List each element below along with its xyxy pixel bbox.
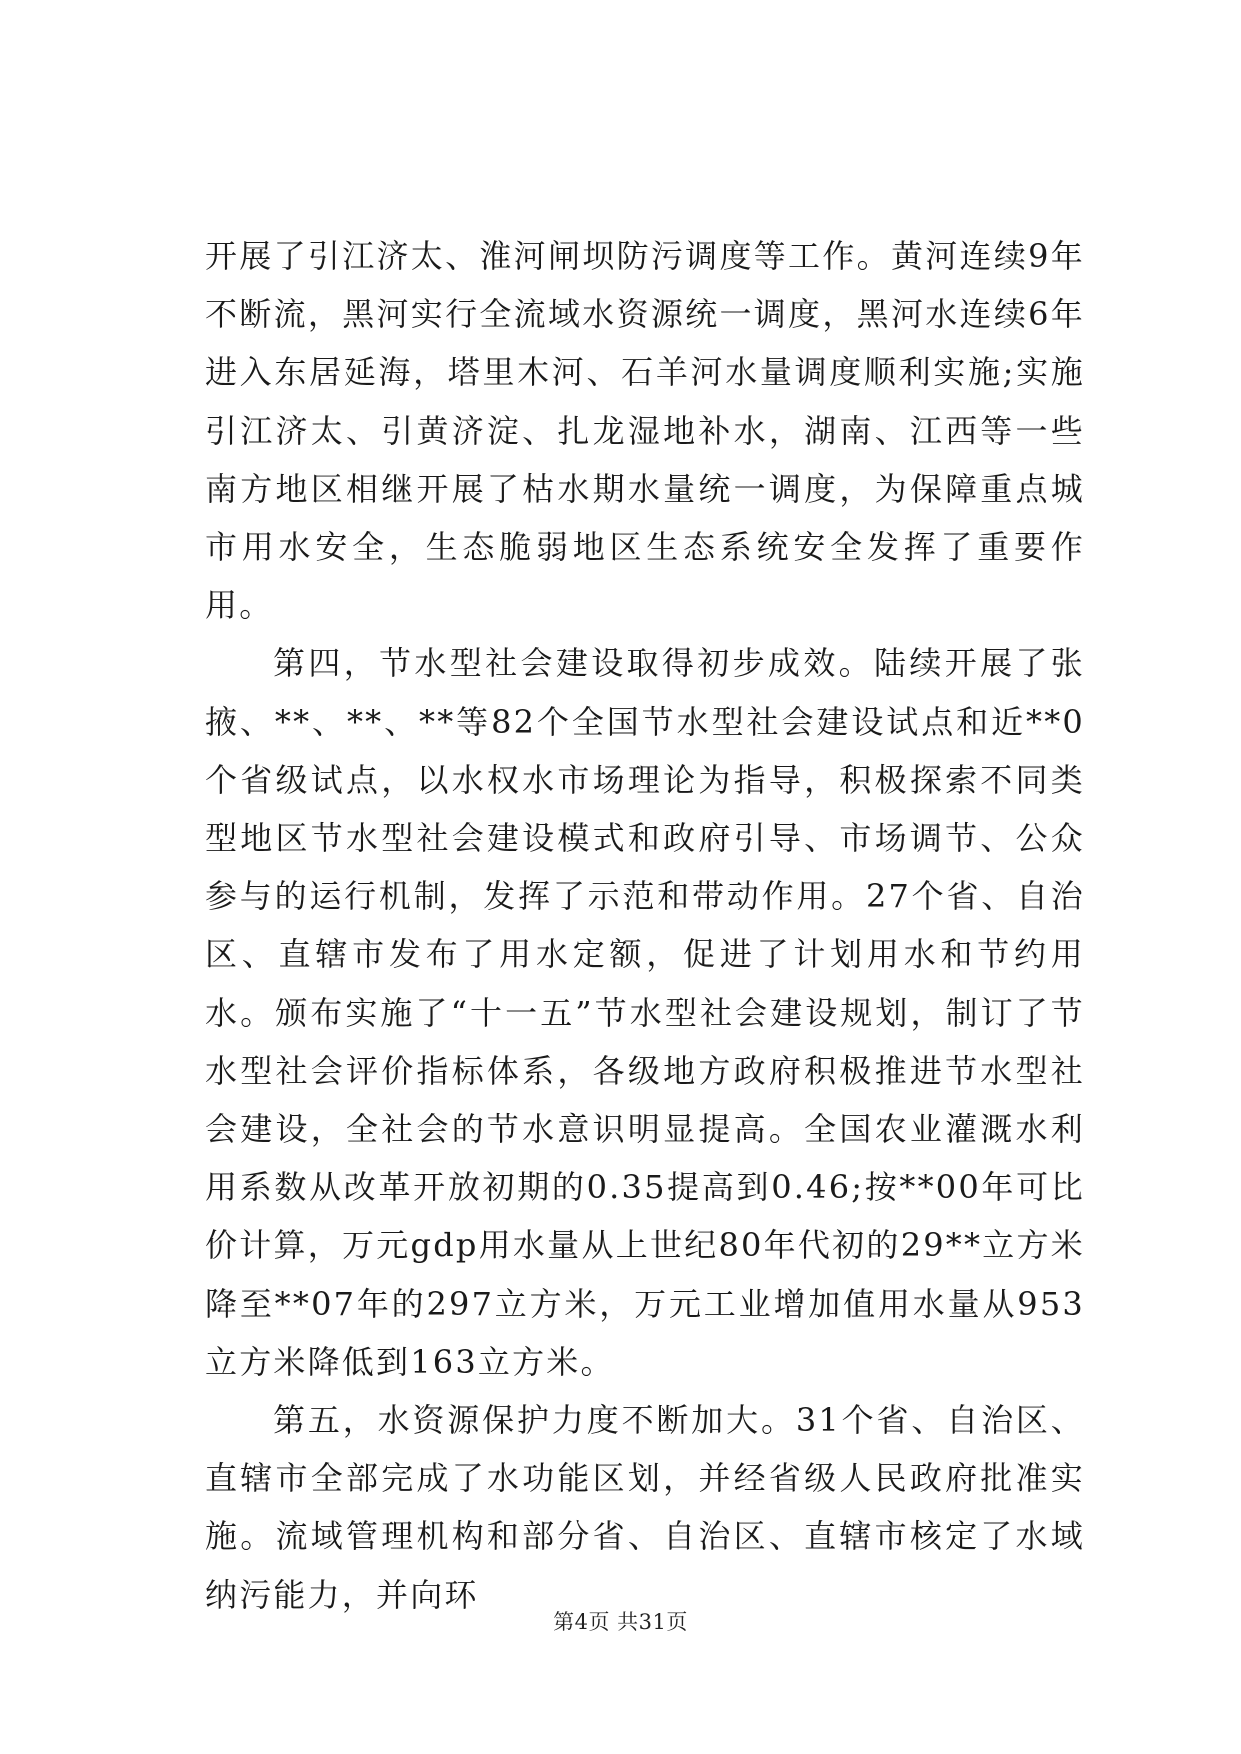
paragraph-fourth-point: 第四，节水型社会建设取得初步成效。陆续开展了张掖、**、**、**等82个全国节水型社会建设试点和近**0个省级试点，以水权水市场理论为指导，积极探索不同类型地区节水型社会建设模式和政府引导、市场调节、公众参与的运行机制，发挥了示范和带动作用。27个省、自治区、直辖市发布了用水定额，促进了计划用水和节约用水。颁布实施了“十一五”节水型社会建设规划，制订了节水型社会评价指标体系，各级地方政府积极推进节水型社会建设，全社会的节水意识明显提高。全国农业灌溉水利用系数从改革开放初期的0.35提高到0.46;按**00年可比价计算，万元gdp用水量从上世纪80年代初的29**立方米降至**07年的297立方米，万元工业增加值用水量从953立方米降低到163立方米。	[205, 644, 1085, 1381]
page-number-footer: 第4页 共31页	[553, 1610, 688, 1634]
document-body	[205, 227, 1085, 1624]
paragraph-continuation: 开展了引江济太、淮河闸坝防污调度等工作。黄河连续9年不断流，黑河实行全流域水资源统一调度，黑河水连续6年进入东居延海，塔里木河、石羊河水量调度顺利实施;实施引江济太、引黄济淀、扎龙湿地补水，湖南、江西等一些南方地区相继开展了枯水期水量统一调度，为保障重点城市用水安全，生态脆弱地区生态系统安全发挥了重要作用。	[205, 237, 1085, 625]
paragraph-fifth-point: 第五，水资源保护力度不断加大。31个省、自治区、直辖市全部完成了水功能区划，并经省级人民政府批准实施。流域管理机构和部分省、自治区、直辖市核定了水域纳污能力，并向环	[205, 1401, 1085, 1614]
